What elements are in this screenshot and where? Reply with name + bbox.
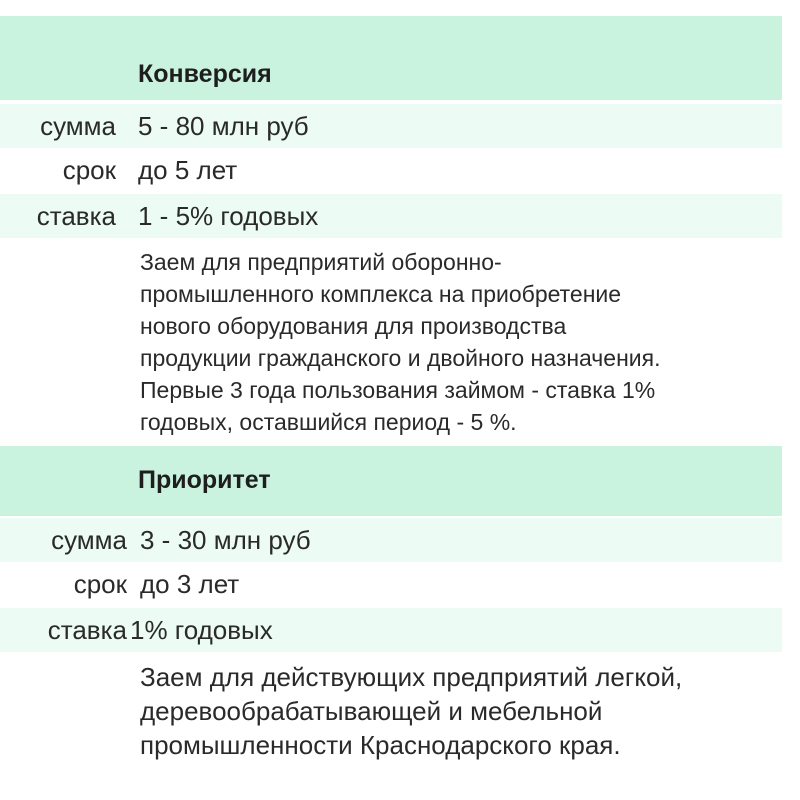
row-label: срок <box>62 155 116 185</box>
row-amount-priority <box>0 518 782 562</box>
row-label: сумма <box>40 111 116 141</box>
row-value: до 3 лет <box>140 569 240 599</box>
row-term-priority <box>0 562 782 606</box>
section-header-conversion <box>0 16 782 100</box>
section-title-priority: Приоритет <box>138 466 271 494</box>
description-conversion <box>140 246 780 438</box>
description-line: Заем для действующих предприятий легкой, <box>140 662 683 692</box>
row-rate-priority <box>0 608 782 652</box>
description-line: деревообрабатывающей и мебельной <box>140 696 603 726</box>
description-line: годовых, оставшийся период - 5 %. <box>140 409 517 435</box>
description-line: промышленности Краснодарского края. <box>140 730 621 760</box>
row-value: 3 - 30 млн руб <box>140 525 311 555</box>
description-line: продукции гражданского и двойного назначения. <box>140 345 661 371</box>
description-line: промышленного комплекса на приобретение <box>140 281 622 307</box>
row-term-conversion <box>0 148 782 192</box>
row-rate-conversion <box>0 194 782 238</box>
row-label: срок <box>73 569 127 599</box>
row-value: 5 - 80 млн руб <box>138 111 309 141</box>
description-line: Первые 3 года пользования займом - ставка 1% <box>140 377 656 403</box>
row-label: сумма <box>51 525 127 555</box>
section-title-conversion: Конверсия <box>138 60 272 88</box>
section-header-priority <box>0 446 782 516</box>
row-value: 1 - 5% годовых <box>138 201 319 231</box>
row-value: 1% годовых <box>130 615 273 645</box>
row-amount-conversion <box>0 104 782 148</box>
description-priority <box>140 660 780 762</box>
description-line: Заем для предприятий оборонно- <box>140 249 502 275</box>
row-value: до 5 лет <box>138 155 238 185</box>
row-label: ставка <box>47 615 127 645</box>
description-line: нового оборудования для производства <box>140 313 567 339</box>
row-label: ставка <box>36 201 116 231</box>
